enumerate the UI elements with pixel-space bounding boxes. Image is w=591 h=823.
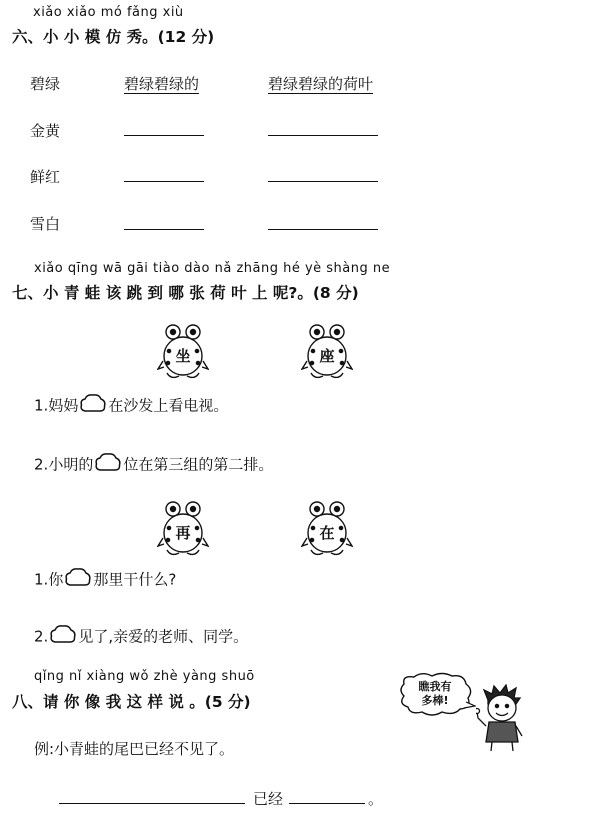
section6-title: 六、小 小 模 仿 秀。(12 分) [12, 28, 215, 46]
fill-middle-word: 已经 [253, 790, 284, 808]
row-word-3: 鲜红 [30, 168, 61, 186]
row-word-2: 金黄 [30, 122, 61, 140]
frog-icon [157, 323, 209, 381]
blank-4b[interactable] [268, 229, 378, 230]
section8-pinyin: qǐng nǐ xiàng wǒ zhè yàng shuō [34, 669, 255, 684]
cloud-blank-icon[interactable] [95, 452, 121, 478]
section6-pinyin: xiǎo xiǎo mó fǎng xiù [33, 5, 184, 20]
section8-title: 八、请 你 像 我 这 样 说 。(5 分) [12, 693, 251, 711]
fill-end-punct: 。 [368, 790, 384, 808]
cloud-blank-icon[interactable] [50, 624, 76, 650]
question-after: 见了,亲爱的老师、同学。 [78, 627, 249, 646]
blank-2b[interactable] [268, 135, 378, 136]
blank-4a[interactable] [124, 229, 204, 230]
answer-blank-2[interactable] [289, 803, 365, 804]
example-sentence: 例:小青蛙的尾巴已经不见了。 [34, 740, 235, 758]
row-word-4: 雪白 [30, 215, 61, 233]
question-num: 2. [34, 627, 49, 646]
question-2 [34, 452, 273, 478]
question-3 [34, 567, 176, 593]
speech-bubble [396, 672, 476, 720]
question-before: 你 [48, 570, 64, 589]
blank-2a[interactable] [124, 135, 204, 136]
question-after: 在沙发上看电视。 [108, 396, 229, 415]
question-num: 2. [34, 455, 49, 474]
cloud-blank-icon[interactable] [80, 393, 106, 419]
frog-char-3: 再 [175, 524, 191, 542]
question-num: 1. [34, 570, 49, 589]
frog-char-4: 在 [319, 524, 335, 542]
blank-3a[interactable] [124, 181, 204, 182]
example-phrase-1: 碧绿碧绿的 [124, 75, 200, 93]
question-before: 妈妈 [48, 396, 79, 415]
example-phrase-2: 碧绿碧绿的荷叶 [268, 75, 374, 93]
question-before: 小明的 [48, 455, 94, 474]
frog-char-1: 坐 [175, 347, 191, 365]
cloud-blank-icon[interactable] [65, 567, 91, 593]
section7-pinyin: xiǎo qīng wā gāi tiào dào nǎ zhāng hé yè shàng ne [34, 261, 391, 276]
boy-icon [476, 684, 528, 752]
frog-icon [301, 500, 353, 558]
question-after: 位在第三组的第二排。 [123, 455, 274, 474]
row-word-1: 碧绿 [30, 75, 61, 93]
blank-3b[interactable] [268, 181, 378, 182]
question-num: 1. [34, 396, 49, 415]
question-4 [34, 624, 248, 650]
section7-title: 七、小 青 蛙 该 跳 到 哪 张 荷 叶 上 呢?。(8 分) [12, 284, 359, 302]
question-after: 那里干什么? [93, 570, 177, 589]
frog-char-2: 座 [319, 347, 335, 365]
frog-icon [157, 500, 209, 558]
bubble-line-1: 瞧我有 [418, 680, 452, 693]
answer-blank-1[interactable] [59, 803, 245, 804]
frog-icon [301, 323, 353, 381]
bubble-line-2: 多棒! [421, 694, 449, 707]
question-1 [34, 393, 228, 419]
